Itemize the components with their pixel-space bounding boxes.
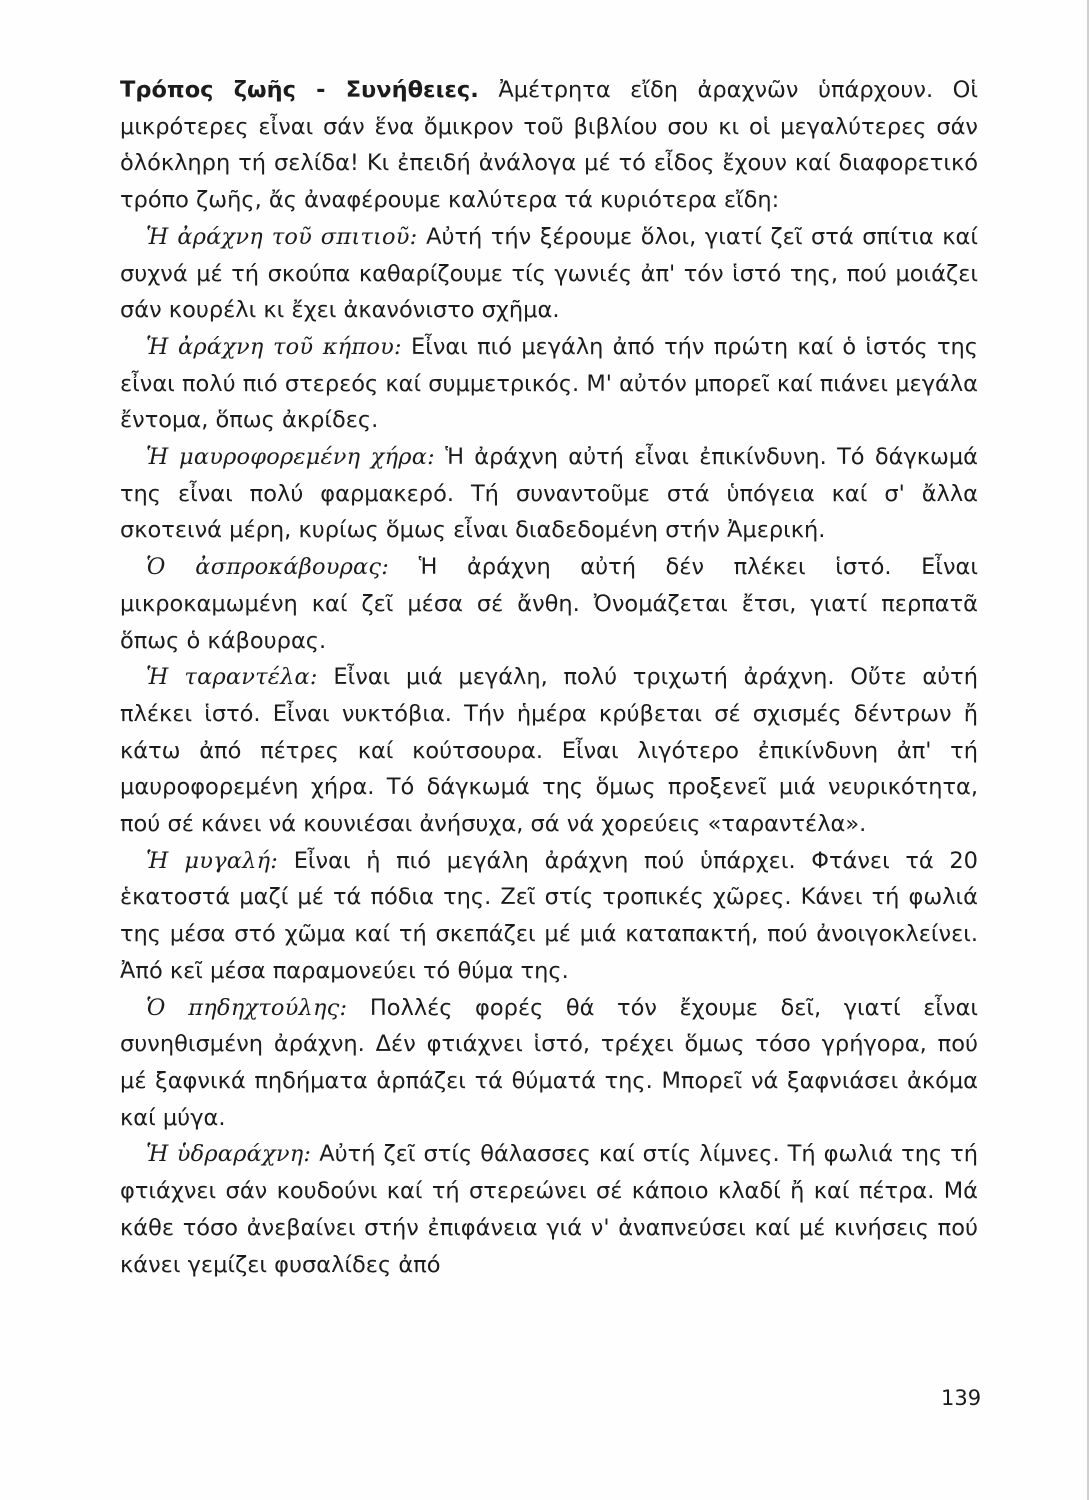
intro-paragraph [120, 72, 978, 219]
species-entry [120, 843, 978, 990]
species-description: Εἶναι πιό μεγάλη ἀπό τήν πρώτη καί ὁ ἱστός της εἶναι πολύ πιό στερεός καί συμμετρικός. Μ' αὐτόν μπορεῖ καί πιάνει μεγάλα ἔντομα, ὅπως ἀκρίδες. [120, 333, 978, 434]
species-name: Ἡ ἀράχνη τοῦ κήπου: [146, 333, 402, 360]
species-entry [120, 659, 978, 843]
species-entry [120, 990, 978, 1137]
page-number: 139 [941, 1386, 982, 1410]
species-entry [120, 1136, 978, 1283]
species-description: Εἶναι ἡ πιό μεγάλη ἀράχνη πού ὑπάρχει. Φτάνει τά 20 ἑκατοστά μαζί μέ τά πόδια της. Ζεῖ στίς τροπικές χῶρες. Κάνει τή φωλιά της μέσα στό χῶμα καί τή σκεπάζει μέ μιά καταπακτή, πού ἀνοιγοκλείνει. Ἀπό κεῖ μέσα παραμονεύει τό θύμα της. [120, 847, 978, 984]
species-description: Πολλές φορές θά τόν ἔχουμε δεῖ, γιατί εἶναι συνηθισμένη ἀράχνη. Δέν φτιάχνει ἱστό, τρέχει ὅμως τόσο γρήγορα, πού μέ ξαφνικά πηδήματα ἁρπάζει τά θύματά της. Μπορεῖ νά ξαφνιάσει ἀκόμα καί μύγα. [120, 994, 979, 1131]
species-description: Εἶναι μιά μεγάλη, πολύ τριχωτή ἀράχνη. Οὔτε αὐτή πλέκει ἱστό. Εἶναι νυκτόβια. Τήν ἡμέρα κρύβεται σέ σχισμές δέντρων ἤ κάτω ἀπό πέτρες καί κούτσουρα. Εἶναι λιγότερο ἐπικίνδυνη ἀπ' τή μαυροφορεμένη χήρα. Τό δάγκωμά της ὅμως προξενεῖ μιά νευρικότητα, πού σέ κάνει νά κουνιέσαι ἀνήσυχα, σά νά χορεύεις «ταραντέλα». [120, 664, 978, 838]
species-entry [120, 439, 978, 549]
species-description: Ἡ ἀράχνη αὐτή δέν πλέκει ἱστό. Εἶναι μικροκαμωμένη καί ζεῖ μέσα σέ ἄνθη. Ὀνομάζεται ἔτσι, γιατί περπατᾶ ὅπως ὁ κάβουρας. [120, 554, 978, 654]
species-name: Ἡ ὑδραράχνη: [146, 1141, 312, 1168]
species-entry [120, 219, 978, 329]
species-description: Ἡ ἀράχνη αὐτή εἶναι ἐπικίνδυνη. Τό δάγκωμά της εἶναι πολύ φαρμακερό. Τή συναντοῦμε στά ὑπόγεια καί σ' ἄλλα σκοτεινά μέρη, κυρίως ὅμως εἶναι διαδεδομένη στήν Ἀμερική. [120, 444, 979, 544]
section-title: Τρόπος ζωῆς - Συνήθειες. [120, 77, 479, 103]
species-entry [120, 549, 978, 659]
species-name: Ἡ ἀράχνη τοῦ σπιτιοῦ: [146, 223, 418, 250]
species-description: Αὐτή ζεῖ στίς θάλασσες καί στίς λίμνες. Τή φωλιά της τή φτιάχνει σάν κουδούνι καί τή στερεώνει σέ κάποιο κλαδί ἤ καί πέτρα. Μά κάθε τόσο ἀνεβαίνει στήν ἐπιφάνεια γιά ν' ἀναπνεύσει καί μέ κινήσεις πού κάνει γεμίζει φυσαλίδες ἀπό [120, 1141, 978, 1278]
species-name: Ὁ ἀσπροκάβουρας: [146, 554, 390, 581]
species-description: Αὐτή τήν ξέρουμε ὅλοι, γιατί ζεῖ στά σπίτια καί συχνά μέ τή σκούπα καθαρίζουμε τίς γωνιές ἀπ' τόν ἱστό της, πού μοιάζει σάν κουρέλι κι ἔχει ἀκανόνιστο σχῆμα. [120, 223, 978, 324]
species-name: Ἡ μυγαλή: [146, 847, 279, 874]
species-entry [120, 329, 978, 439]
species-name: Ἡ ταραντέλα: [146, 664, 318, 691]
species-name: Ἡ μαυροφορεμένη χήρα: [146, 444, 435, 471]
body-text [120, 72, 978, 1283]
species-name: Ὁ πηδηχτούλης: [146, 994, 348, 1021]
intro-text: Ἀμέτρητα εἴδη ἀραχνῶν ὑπάρχουν. Οἱ μικρότερες εἶναι σάν ἕνα ὄμικρον τοῦ βιβλίου σου κι οἱ μεγαλύτερες σάν ὁλόκληρη τή σελίδα! Κι ἐπειδή ἀνάλογα μέ τό εἶδος ἔχουν καί διαφορετικό τρόπο ζωῆς, ἄς ἀναφέρουμε καλύτερα τά κυριότερα εἴδη: [120, 77, 979, 214]
